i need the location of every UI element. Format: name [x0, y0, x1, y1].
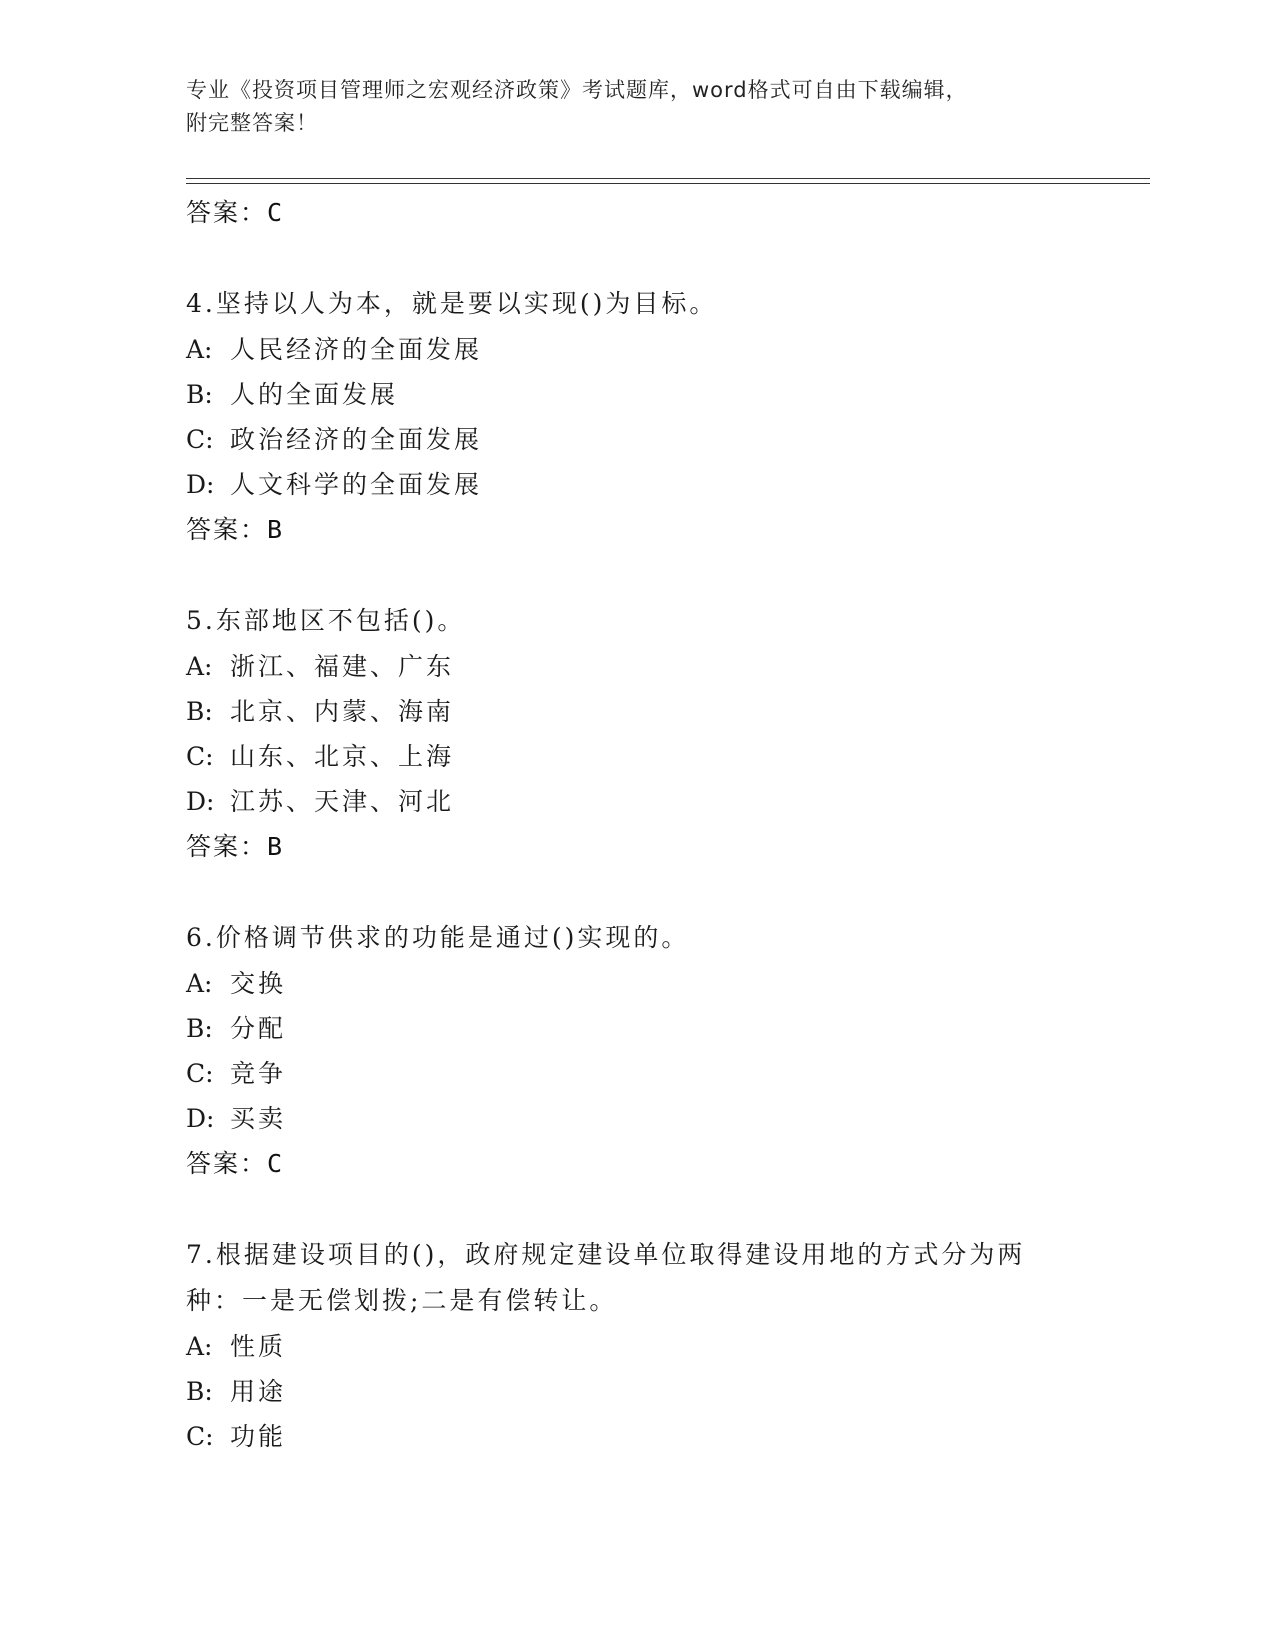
- option-key: C:: [186, 425, 214, 454]
- question-6: [186, 915, 1136, 1186]
- answer-label: 答案：: [186, 832, 268, 861]
- question-stem: 5.东部地区不包括()。: [186, 606, 466, 635]
- question-4: [186, 281, 1136, 552]
- answer-label: 答案：: [186, 198, 268, 227]
- option-key: D:: [186, 1104, 215, 1133]
- answer-label: 答案：: [186, 1149, 268, 1178]
- option-key: A:: [186, 1332, 213, 1361]
- answer-line: [186, 190, 1136, 235]
- answer-line: [186, 1141, 1136, 1186]
- option-text: 人的全面发展: [230, 380, 399, 409]
- option-text: 性质: [230, 1332, 287, 1361]
- option-key: A:: [186, 652, 213, 681]
- header-line-1: 专业《投资项目管理师之宏观经济政策》考试题库，word格式可自由下载编辑，: [186, 78, 968, 102]
- option-text: 买卖: [230, 1104, 287, 1133]
- question-stem: 4.坚持以人为本，就是要以实现()为目标。: [186, 289, 718, 318]
- option-a: [186, 327, 1136, 372]
- option-key: C:: [186, 1422, 214, 1451]
- option-b: [186, 689, 1136, 734]
- option-c: [186, 1051, 1136, 1096]
- option-key: D:: [186, 787, 215, 816]
- option-d: [186, 779, 1136, 824]
- option-key: D:: [186, 470, 215, 499]
- option-text: 浙江、福建、广东: [230, 652, 455, 681]
- option-text: 竞争: [230, 1059, 287, 1088]
- option-text: 政治经济的全面发展: [230, 425, 483, 454]
- option-a: [186, 961, 1136, 1006]
- option-key: A:: [186, 969, 213, 998]
- question-stem: 6.价格调节供求的功能是通过()实现的。: [186, 923, 690, 952]
- header-line-2: 附完整答案！: [186, 111, 318, 135]
- option-text: 人民经济的全面发展: [230, 335, 483, 364]
- option-text: 分配: [230, 1014, 287, 1043]
- option-text: 江苏、天津、河北: [230, 787, 455, 816]
- option-b: [186, 372, 1136, 417]
- option-c: [186, 1414, 1136, 1459]
- option-c: [186, 734, 1136, 779]
- question-5: [186, 598, 1136, 869]
- answer-label: 答案：: [186, 515, 268, 544]
- answer-value: B: [267, 832, 283, 861]
- header-rule-bottom: [186, 183, 1150, 184]
- option-d: [186, 1096, 1136, 1141]
- option-text: 北京、内蒙、海南: [230, 697, 455, 726]
- answer-line: [186, 824, 1136, 869]
- option-text: 山东、北京、上海: [230, 742, 455, 771]
- option-key: B:: [186, 1014, 213, 1043]
- answer-value: B: [267, 515, 283, 544]
- answer-line: [186, 507, 1136, 552]
- option-b: [186, 1006, 1136, 1051]
- option-text: 用途: [230, 1377, 287, 1406]
- question-stem-line-2: 种：一是无偿划拨;二是有偿转让。: [186, 1286, 618, 1315]
- header-rule-top: [186, 178, 1150, 179]
- answer-value: C: [267, 1149, 283, 1178]
- question-stem-line-1: 7.根据建设项目的()，政府规定建设单位取得建设用地的方式分为两: [186, 1240, 1026, 1269]
- option-key: B:: [186, 380, 213, 409]
- question-7: [186, 1232, 1136, 1459]
- option-key: B:: [186, 1377, 213, 1406]
- question-list: [186, 190, 1136, 1459]
- option-text: 功能: [230, 1422, 287, 1451]
- option-key: C:: [186, 742, 214, 771]
- option-key: C:: [186, 1059, 214, 1088]
- option-a: [186, 644, 1136, 689]
- option-d: [186, 462, 1136, 507]
- option-text: 交换: [230, 969, 287, 998]
- option-c: [186, 417, 1136, 462]
- answer-value: C: [267, 198, 283, 227]
- option-b: [186, 1369, 1136, 1414]
- document-header: [186, 74, 1086, 140]
- option-key: B:: [186, 697, 213, 726]
- option-text: 人文科学的全面发展: [230, 470, 483, 499]
- option-key: A:: [186, 335, 213, 364]
- option-a: [186, 1324, 1136, 1369]
